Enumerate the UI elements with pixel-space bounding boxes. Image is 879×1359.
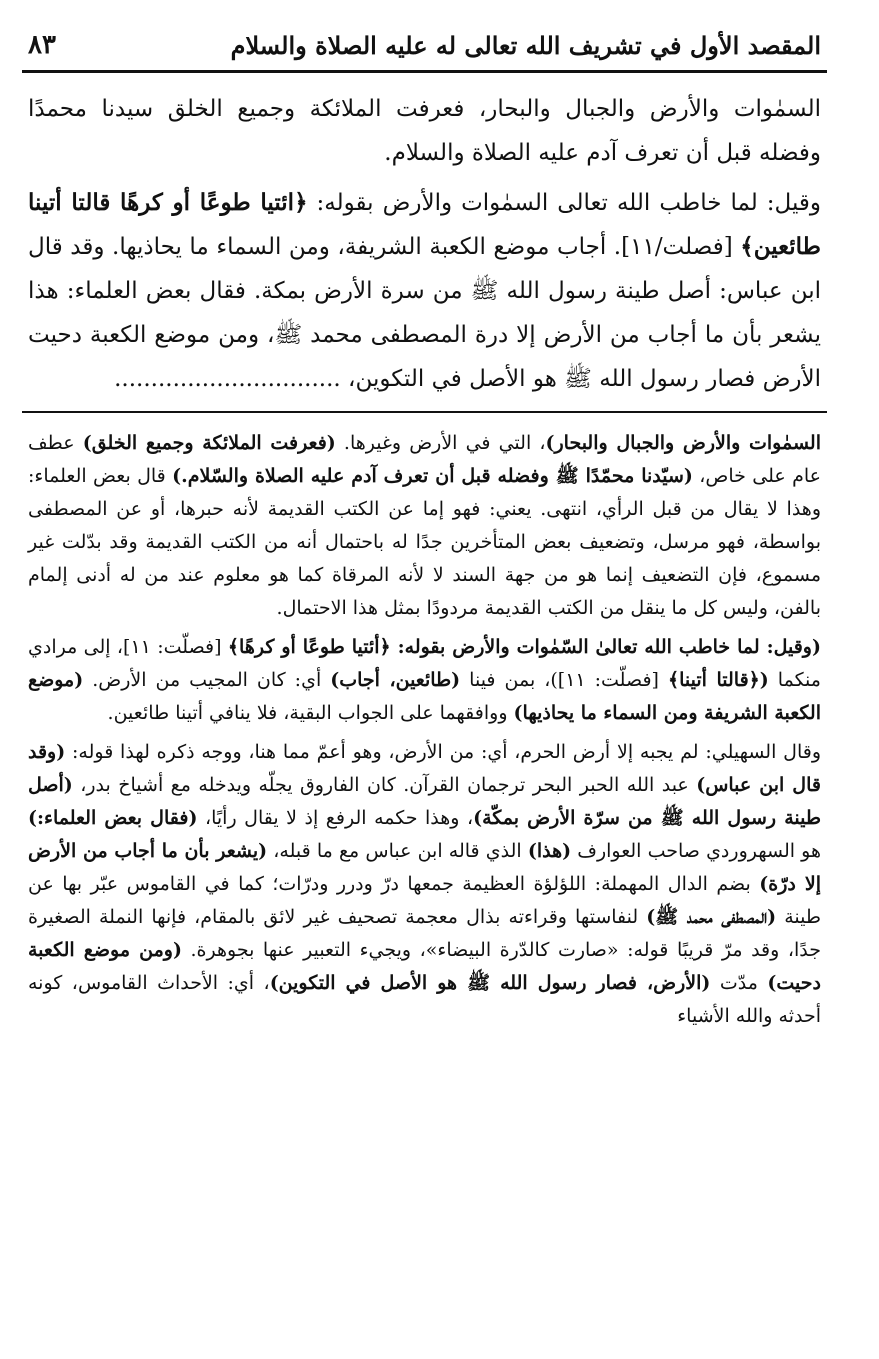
text-run: مدّت [710,972,768,994]
text-run: أي: كان المجيب من الأرض. [83,669,331,691]
quoted-matn: (فقال بعض العلماء:) [28,807,198,829]
quoted-matn: (الأرض، فصار رسول الله ﷺ هو الأصل في التكوين) [269,972,711,994]
text-run: [فصلت/١١]. أجاب موضع الكعبة الشريفة، ومن السماء ما يحاذيها. وقد قال ابن عباس: أصل طينة رسول الله ﷺ من سرة الأرض بمكة. فقال بعض العلماء: هذا يشعر بأن ما أجاب من الأرض إلا درة المصطفى محمد ﷺ، ومن موضع الكعبة دحيت الأرض فصار رسول الله ﷺ هو الأصل في التكوين، [28,234,821,392]
quoted-matn: (هذا) [527,840,572,862]
main-paragraph-1: السمٰوات والأرض والجبال والبحار، فعرفت الملائكة وجميع الخلق سيدنا محمدًا وفضله قبل أن تعرف آدم عليه الصلاة والسلام. [28,96,821,166]
text-run: هو السهروردي صاحب العوارف [571,840,821,862]
text-run: بضم الدال المهملة: اللؤلؤة العظيمة جمعها درّ ودرر ودرّات؛ كما في القاموس عبّر بها عن طينة [28,873,821,928]
quoted-matn: (وقيل: لما خاطب الله تعالىٰ السّمٰوات والأرض بقوله: ﴿أئتيا طوعًا أو كرهًا﴾ [227,636,821,658]
ellipsis-dots: ............................... [114,366,341,392]
text-run: عطف عام على خاص، [28,432,822,487]
running-title: المقصد الأول في تشريف الله تعالى له عليه الصلاة والسلام [230,30,821,60]
quoted-matn: (﴿قالتا أتينا﴾ [667,669,769,691]
quoted-matn: (طائعين، أجاب) [330,669,461,691]
text-run: [فصلّت: ١١]، إلى مرادي منكما [28,636,821,691]
quoted-matn: (يشعر بأن ما أجاب من الأرض إلا درّة) [28,840,821,895]
main-paragraph-2 [28,181,821,401]
quoted-matn: (موضع الكعبة الشريفة ومن السماء ما يحاذيها) [28,669,821,724]
page-number: ٨٣ [28,30,56,60]
main-text [22,87,827,401]
text-run: [فصلّت: ١١])، بمن فينا [460,669,668,691]
text-run: ، وهذا حكمه الرفع إذ لا يقال رأيًا، [197,807,474,829]
quoted-matn: (سيّدنا محمّدًا ﷺ وفضله قبل أن تعرف آدم عليه الصلاة والسّلام.) [172,465,693,487]
commentary-paragraph-1 [28,427,821,625]
section-divider [22,411,827,413]
quoted-matn: السمٰوات والأرض والجبال والبحار) [545,432,821,454]
text-run: الذي قاله ابن عباس مع ما قبله، [267,840,528,862]
commentary-paragraph-2 [28,631,821,730]
quoted-matn: (المصطفى محمد ﷺ) [646,906,777,928]
commentary-paragraph-3 [28,736,821,1033]
text-run: وقيل: لما خاطب الله تعالى السمٰوات والأرض بقوله: [307,190,821,216]
quoted-matn: (وقد قال ابن عباس) [28,741,821,796]
text-run: لنفاستها وقراءته بذال معجمة تصحيف غير لائق بالمقام، فإنها النملة الصغيرة جدًا، وقد مرّ قريبًا قوله: «صارت كالدّرة البيضاء»، ويجيء التعبير عنها بجوهرة. [28,906,821,961]
quran-verse: ﴿ائتيا طوعًا أو كرهًا قالتا أتينا طائعين﴾ [28,189,821,260]
text-run: ووافقهما على الجواب البقية، فلا ينافي أتينا طائعين. [107,702,514,724]
text-run: قال بعض العلماء: وهذا لا يقال من قبل الرأي، انتهى. يعني: فهو إما عن الكتب القديمة لأنه حبرها، أو عن المصطفى بواسطة، فهو مرسل، وتضعيف بعض المتأخرين جدًا له باحتمال أنه من الكتب القديمة وقد بدّلت غير مسموع، فإن التضعيف إنما هو من جهة السند لا لأنه المرقاة كما هو معلوم عند من له أدنى إلمام بالفن، وليس كل ما ينقل من الكتب القديمة مردودًا بمثل هذا الاحتمال. [28,465,821,619]
commentary-text [22,427,827,1033]
text-run: ، التي في الأرض وغيرها. [335,432,546,454]
text-run: عبد الله الحبر البحر ترجمان القرآن. كان الفاروق يجلّه ويدخله مع أشياخ بدر، [72,774,697,796]
quoted-matn: (أصل طينة رسول الله ﷺ من سرّة الأرض بمكّة) [28,774,821,829]
quoted-matn: (فعرفت الملائكة وجميع الخلق) [82,432,336,454]
quoted-matn: (ومن موضع الكعبة دحيت) [28,939,821,994]
text-run: ، أي: الأحداث القاموس، كونه أحدثه والله الأشياء [28,972,821,1027]
text-run: وقال السهيلي: لم يجبه إلا أرض الحرم، أي: من الأرض، وهو أعمّ مما هنا، ووجه ذكره لهذا قوله: [65,741,821,763]
page-header [22,20,827,73]
